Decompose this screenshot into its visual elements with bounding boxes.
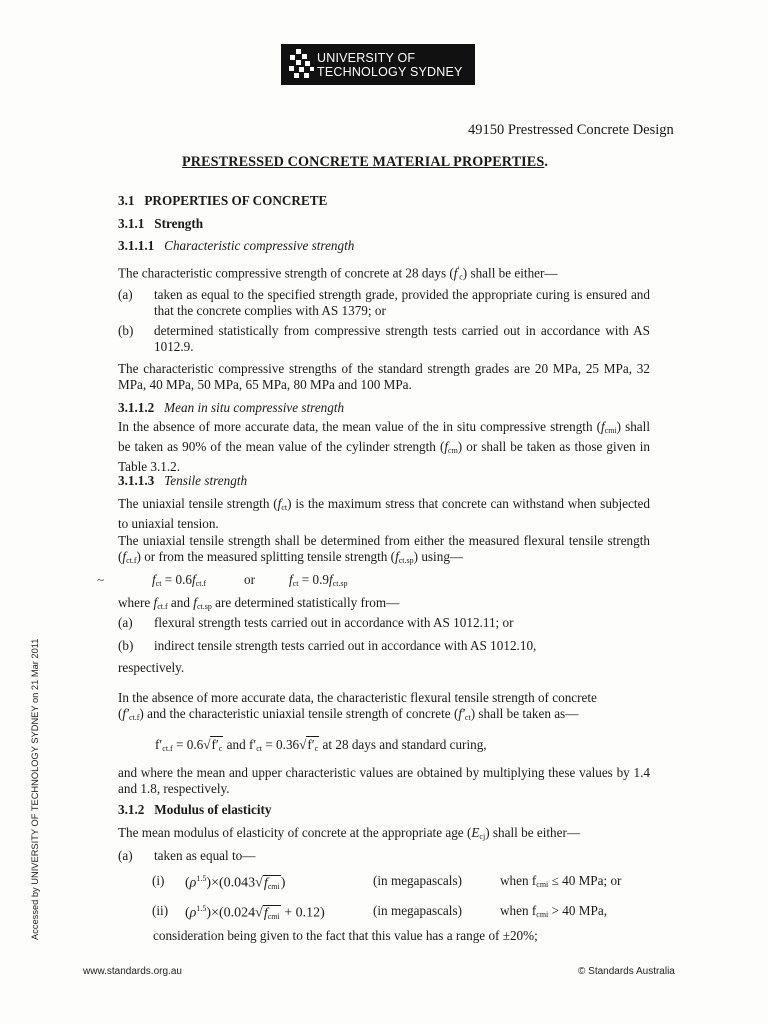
subscript: ct.sp: [332, 579, 348, 588]
subscript: cmi: [536, 880, 549, 889]
sub-item-i-condition: [500, 873, 621, 893]
text: In the absence of more accurate data, the mean value of the in situ compressive strength (: [118, 419, 601, 434]
text: > 40 MPa,: [548, 903, 607, 918]
list-label: (b): [118, 638, 134, 653]
heading-number: 3.1.1.2: [118, 400, 155, 415]
sub-item-ii-formula: $(\rho^{1.5})\times(0.024√f_{cmi} + 0.12)$: [185, 904, 325, 921]
paragraph-tensile-method: The uniaxial tensile strength shall be determined from either the measured flexural tensile strength $(f_{ct.f})$ or from the measured splitting tensile strength $(f_{ct.sp})$ using—: [118, 533, 650, 565]
list-item-a: [118, 287, 658, 319]
symbol-fc: f: [453, 265, 458, 281]
list-item-a: [118, 615, 658, 631]
uts-logo: [281, 44, 475, 85]
symbol: ρ: [189, 905, 197, 921]
subscript: c: [218, 744, 223, 753]
text: = 0.36: [262, 737, 300, 752]
logo-line-2: TECHNOLOGY SYDNEY: [317, 65, 463, 79]
text: The characteristic compressive strength of concrete at 28 days (: [118, 265, 454, 281]
heading-number: 3.1.2: [118, 802, 145, 817]
subscript: ct: [256, 744, 263, 753]
list-label: (a): [118, 615, 133, 630]
course-name: 49150 Prestressed Concrete Design: [468, 122, 674, 138]
text: ×: [211, 875, 219, 891]
symbol: f: [328, 572, 333, 587]
text: ) shall be either—: [485, 825, 581, 840]
subscript: ct.sp: [398, 556, 414, 565]
heading-3-1-1-3: [118, 473, 247, 489]
subscript: ct.f: [195, 579, 207, 588]
subscript: ct.sp: [196, 602, 212, 611]
symbol: f′: [307, 737, 315, 752]
text: = 0.6: [161, 572, 192, 587]
paragraph-tensile: [118, 496, 650, 532]
symbol: ρ: [189, 875, 197, 891]
margin-mark: ~: [97, 572, 105, 587]
subscript: cm: [448, 446, 458, 455]
subscript: cmi: [267, 881, 280, 891]
document-title: [182, 154, 548, 171]
subscript: cmi: [604, 426, 617, 435]
symbol: f: [191, 572, 196, 587]
symbol: f′: [155, 737, 163, 752]
text: and the characteristic uniaxial tensile strength of concrete: [143, 706, 454, 721]
sub-item-ii-units: (in megapascals): [373, 903, 462, 918]
symbol: f′: [248, 737, 257, 752]
heading-title: PROPERTIES OF CONCRETE: [144, 193, 328, 208]
respectively-text: respectively.: [118, 660, 185, 675]
symbol: E: [471, 825, 480, 840]
title-dot: .: [544, 154, 548, 170]
list-item-b: [118, 638, 658, 654]
text: = 0.6: [172, 737, 204, 752]
symbol: f: [152, 572, 156, 587]
subscript: cmi: [267, 911, 280, 921]
equation-characteristic-tensile: $f'_{ct.f} = 0.6√f'_c$ and $f'_{ct} = 0.36√f'_c$ at 28 days and standard curing,: [155, 737, 487, 753]
text: at 28 days and standard curing,: [319, 737, 487, 752]
text: = 0.9: [298, 572, 329, 587]
text: + 0.12: [280, 905, 321, 921]
text: where: [118, 595, 154, 610]
heading-number: 3.1: [118, 193, 135, 208]
paragraph-where: where $f_{ct.f}$ and $f_{ct.sp}$ are determined statistically from—: [118, 595, 400, 611]
list-label: (a): [118, 848, 133, 863]
text: The mean modulus of elasticity of concrete at the appropriate age (: [118, 825, 472, 840]
heading-3-1-2: [118, 802, 272, 818]
text: ) shall be taken as 90% of the mean value of the cylinder strength (: [118, 419, 650, 454]
sub-item-i-units: (in megapascals): [373, 873, 462, 888]
text: ) or from the measured splitting tensile strength (: [136, 549, 396, 564]
paragraph-modulus: [118, 825, 658, 845]
superscript: 1.5: [196, 874, 207, 883]
paragraph-characteristic-tensile: In the absence of more accurate data, the characteristic flexural tensile strength of concrete $(f'_{ct.f})$ and the characteristic uniaxial tensile strength of concrete $(f'_{ct})$ shall be taken as—: [118, 690, 597, 722]
heading-number: 3.1.1.1: [118, 238, 155, 253]
subscript: ct: [292, 579, 299, 588]
text: and: [223, 737, 249, 752]
uts-crest-icon: [285, 47, 319, 82]
paragraph-consideration: consideration being given to the fact that this value has a range of ±20%;: [153, 928, 538, 943]
sub-item-ii-label: (ii): [152, 903, 169, 918]
text: shall be taken as—: [475, 706, 579, 721]
heading-number: 3.1.1.3: [118, 473, 155, 488]
subscript: c: [314, 744, 319, 753]
footer-copyright: © Standards Australia: [578, 966, 675, 977]
heading-title: Modulus of elasticity: [154, 802, 272, 817]
list-label: (b): [118, 323, 134, 338]
symbol: f: [277, 496, 282, 511]
heading-3-1-1: [118, 216, 203, 232]
heading-title: Strength: [154, 216, 204, 231]
heading-number: 3.1.1: [118, 216, 145, 231]
list-text: taken as equal to the specified strength grade, provided the appropriate curing is ensured and that the concrete complies with AS 1379; or: [154, 287, 650, 318]
text: The uniaxial tensile strength (: [118, 496, 278, 511]
subscript: ct: [155, 579, 162, 588]
list-text: indirect tensile strength tests carried out in accordance with AS 1012.10,: [154, 638, 537, 653]
list-item-a: [118, 848, 658, 864]
superscript: 1.5: [196, 904, 207, 913]
subscript: ct: [281, 503, 288, 512]
subscript: cj: [479, 832, 486, 841]
text: The uniaxial tensile strength shall be determined from either the measured flexural tensile strength (: [118, 533, 650, 564]
text: and: [167, 595, 194, 610]
heading-3-1-1-1: [118, 238, 354, 254]
list-text: taken as equal to—: [154, 848, 256, 863]
subscript: ct.f: [126, 556, 137, 565]
list-label: (a): [118, 287, 133, 302]
list-text: flexural strength tests carried out in accordance with AS 1012.11; or: [154, 615, 514, 630]
subscript: cmi: [536, 910, 549, 919]
symbol: f′: [211, 737, 219, 752]
heading-title: Characteristic compressive strength: [164, 238, 355, 253]
text: ≤ 40 MPa; or: [548, 873, 622, 888]
equation-or: or: [244, 572, 255, 587]
footer-url: www.standards.org.au: [83, 966, 182, 977]
subscript: ct.f: [157, 602, 168, 611]
paragraph-in-situ: [118, 419, 650, 475]
text: 0.024: [223, 905, 256, 921]
heading-3-1: [118, 193, 327, 209]
sub-item-i-formula: $(\rho^{1.5})\times(0.043√f_{cmi})$: [185, 874, 286, 891]
subscript: ct.f: [162, 744, 173, 753]
equation-fct-flexural: [152, 572, 206, 592]
heading-3-1-1-2: [118, 400, 344, 416]
paragraph-grades: The characteristic compressive strengths of the standard strength grades are 20 MPa, 25 MPa, 32 MPa, 40 MPa, 50 MPa, 65 MPa, 80 MPa and 100 MPa.: [118, 361, 650, 392]
paragraph-compressive: The characteristic compressive strength of concrete at 28 days $(f'_c)$ shall be either—: [118, 265, 558, 282]
text: ) using—: [413, 549, 464, 564]
symbol: f: [289, 572, 293, 587]
sub-item-ii-condition: [500, 903, 607, 923]
title-text: PRESTRESSED CONCRETE MATERIAL PROPERTIES: [182, 154, 545, 170]
text: when f: [500, 873, 537, 888]
text: are determined statistically from—: [211, 595, 400, 610]
access-watermark: Accessed by UNIVERSITY OF TECHNOLOGY SYDNEY on 21 Mar 2011: [30, 638, 40, 940]
symbol: f: [600, 419, 605, 434]
heading-title: Tensile strength: [164, 473, 248, 488]
sub-item-i-label: (i): [152, 873, 165, 888]
list-text: determined statistically from compressive strength tests carried out in accordance with AS 1012.9.: [154, 323, 650, 354]
heading-title: Mean in situ compressive strength: [164, 400, 345, 415]
equation-fct-splitting: [289, 572, 348, 592]
text: In the absence of more accurate data, the characteristic flexural tensile strength of concrete: [118, 690, 597, 705]
text: ) is the maximum stress that concrete can withstand when subjected to uniaxial tension.: [118, 496, 650, 531]
symbol: f: [444, 439, 449, 454]
text: ×: [211, 905, 219, 921]
text: 0.043: [223, 875, 256, 891]
logo-line-1: UNIVERSITY OF: [317, 51, 416, 65]
list-item-b: [118, 323, 658, 355]
text: when f: [500, 903, 537, 918]
text: ) or shall be taken as those given in Table 3.1.2.: [118, 439, 650, 474]
text: ) shall be either—: [462, 265, 558, 281]
paragraph-mean-upper: and where the mean and upper characteristic values are obtained by multiplying these values by 1.4 and 1.8, respectively.: [118, 765, 650, 796]
